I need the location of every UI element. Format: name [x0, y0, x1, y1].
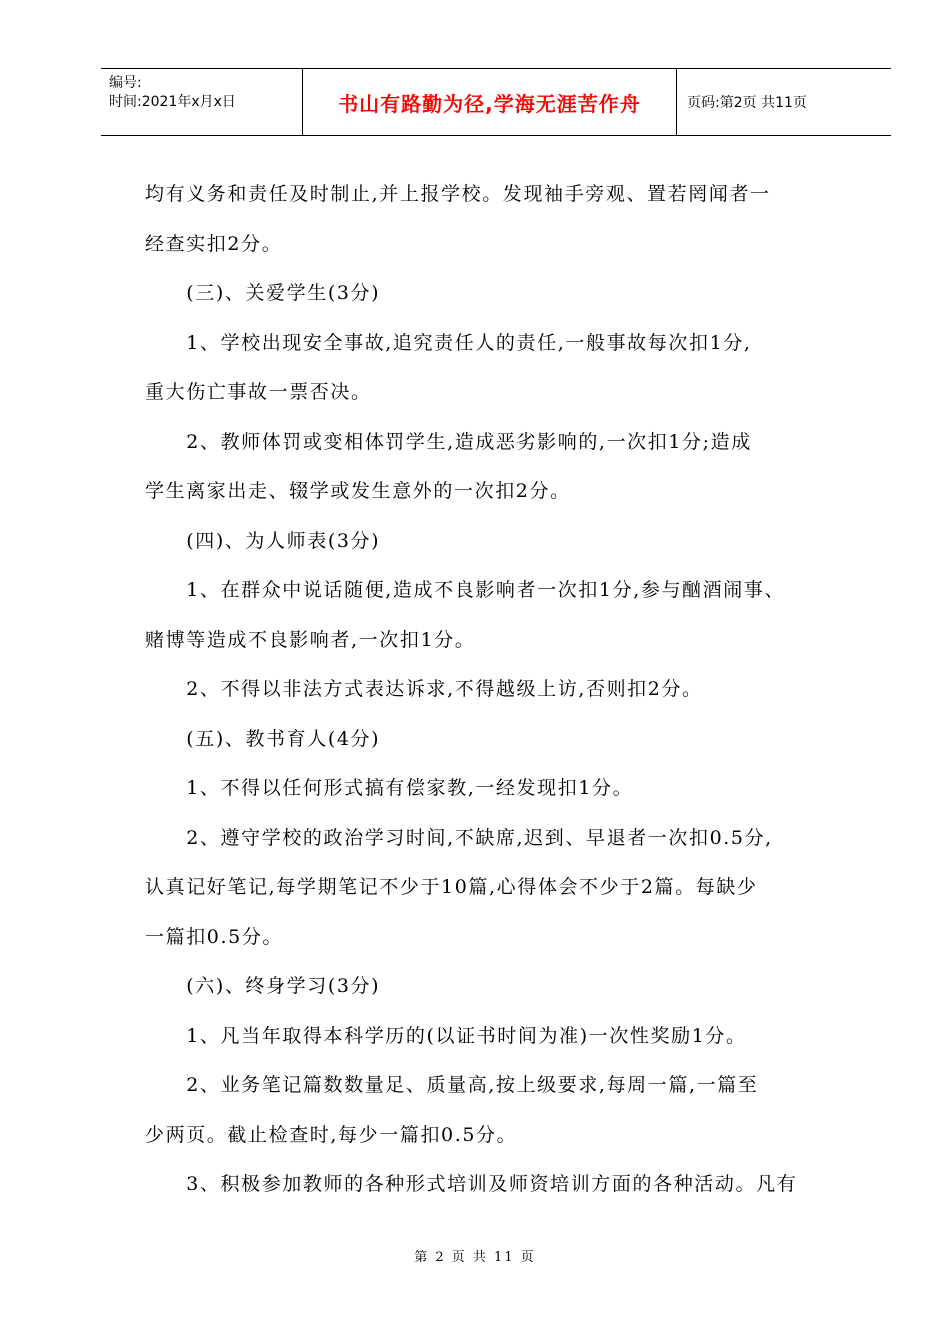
text-line: 赌博等造成不良影响者,一次扣1分。	[145, 628, 476, 651]
text-line: 2、不得以非法方式表达诉求,不得越级上访,否则扣2分。	[145, 678, 703, 700]
header-meta	[101, 69, 303, 135]
text-line: 1、不得以任何形式搞有偿家教,一经发现扣1分。	[145, 777, 634, 799]
text-line: 少两页。截止检查时,每少一篇扣0.5分。	[145, 1123, 518, 1146]
text-line: 均有义务和责任及时制止,并上报学校。发现袖手旁观、置若罔闻者一	[145, 183, 771, 205]
text-line: 2、教师体罚或变相体罚学生,造成恶劣影响的,一次扣1分;造成	[145, 430, 752, 453]
header-page-code: 页码:第2页 共11页	[687, 95, 807, 111]
section-heading: (五)、教书育人(4分)	[145, 727, 381, 750]
text-line: 1、学校出现安全事故,追究责任人的责任,一般事故每次扣1分,	[145, 331, 752, 354]
section-heading: (四)、为人师表(3分)	[145, 529, 381, 552]
text-line: 认真记好笔记,每学期笔记不少于10篇,心得体会不少于2篇。每缺少	[145, 876, 758, 898]
text-line: 1、凡当年取得本科学历的(以证书时间为准)一次性奖励1分。	[145, 1024, 747, 1047]
number-label: 编号:	[109, 75, 142, 91]
document-body	[145, 170, 875, 1210]
page-footer: 第 2 页 共 11 页	[414, 1250, 536, 1265]
text-line: 一篇扣0.5分。	[145, 925, 284, 948]
text-line: 3、积极参加教师的各种形式培训及师资培训方面的各种活动。凡有	[145, 1173, 798, 1195]
text-line: 学生离家出走、辍学或发生意外的一次扣2分。	[145, 480, 571, 502]
section-heading: (三)、关爱学生(3分)	[145, 282, 381, 304]
text-line: 1、在群众中说话随便,造成不良影响者一次扣1分,参与酗酒闹事、	[145, 579, 786, 601]
text-line: 经查实扣2分。	[145, 232, 283, 255]
text-line: 重大伤亡事故一票否决。	[145, 381, 372, 403]
text-line: 2、遵守学校的政治学习时间,不缺席,迟到、早退者一次扣0.5分,	[145, 826, 773, 849]
page-header	[101, 68, 891, 136]
date-label: 时间:2021年x月x日	[109, 94, 236, 110]
section-heading: (六)、终身学习(3分)	[145, 975, 381, 997]
text-line: 2、业务笔记篇数数量足、质量高,按上级要求,每周一篇,一篇至	[145, 1074, 759, 1096]
header-motto: 书山有路勤为径,学海无涯苦作舟	[303, 69, 677, 135]
